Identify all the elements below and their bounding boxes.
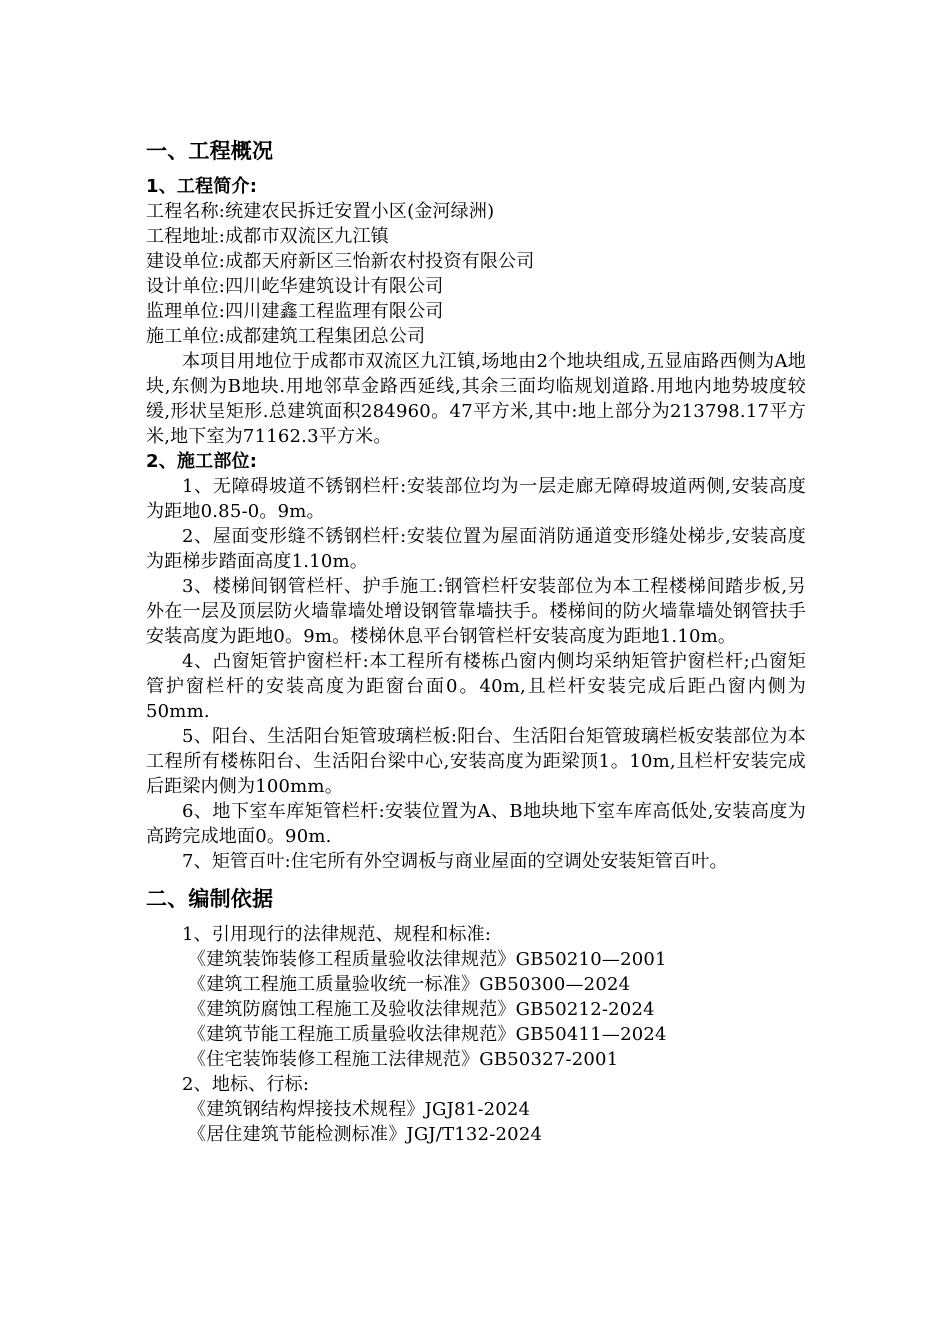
subsection-2-heading: 2、施工部位: bbox=[146, 451, 258, 472]
section-2-heading: 二、编制依据 bbox=[146, 887, 274, 911]
subsection-1-heading: 1、工程简介: bbox=[146, 176, 258, 197]
project-address-line: 工程地址:成都市双流区九江镇 bbox=[146, 226, 389, 247]
construction-item-3: 3、楼梯间钢管栏杆、护手施工:钢管栏杆安装部位为本工程楼梯间踏步板,另外在一层及顶层防火墙靠墙处增设钢管靠墙扶手。楼梯间的防火墙靠墙处钢管扶手安装高度为距地0。9m。楼梯休息平台钢管栏杆安装高度为距地1.10m。 bbox=[146, 576, 806, 647]
standard-item: 《住宅装饰装修工程施工法律规范》GB50327-2001 bbox=[188, 1049, 619, 1070]
supervisor-line: 监理单位:四川建鑫工程监理有限公司 bbox=[146, 301, 444, 322]
construction-item-4: 4、凸窗矩管护窗栏杆:本工程所有楼栋凸窗内侧均采纳矩管护窗栏杆;凸窗矩管护窗栏杆的安装高度为距窗台面0。40m,且栏杆安装完成后距凸窗内侧为50mm. bbox=[146, 651, 806, 722]
standard-item: 《建筑节能工程施工质量验收法律规范》GB50411—2024 bbox=[188, 1024, 667, 1045]
construction-item-7: 7、矩管百叶:住宅所有外空调板与商业屋面的空调处安装矩管百叶。 bbox=[182, 851, 728, 872]
standard-item: 《建筑工程施工质量验收统一标准》GB50300—2024 bbox=[188, 974, 631, 995]
construction-item-5: 5、阳台、生活阳台矩管玻璃栏板:阳台、生活阳台矩管玻璃栏板安装部位为本工程所有楼栋阳台、生活阳台梁中心,安装高度为距梁顶1。10m,且栏杆安装完成后距梁内侧为100mm。 bbox=[146, 726, 806, 797]
standards-group-2-heading: 2、地标、行标: bbox=[182, 1074, 310, 1095]
project-description-paragraph: 本项目用地位于成都市双流区九江镇,场地由2个地块组成,五显庙路西侧为A地块,东侧为B地块.用地邻草金路西延线,其余三面均临规划道路.用地内地势坡度较缓,形状呈矩形.总建筑面积284960。47平方米,其中:地上部分为213798.17平方米,地下室为71162.3平方米。 bbox=[146, 351, 806, 447]
standards-group-1-heading: 1、引用现行的法律规范、规程和标准: bbox=[182, 924, 492, 945]
construction-item-1: 1、无障碍坡道不锈钢栏杆:安装部位均为一层走廊无障碍坡道两侧,安装高度为距地0.85-0。9m。 bbox=[146, 476, 806, 522]
document-body bbox=[146, 134, 806, 1147]
standard-item: 《建筑防腐蚀工程施工及验收法律规范》GB50212-2024 bbox=[188, 999, 655, 1020]
client-line: 建设单位:成都天府新区三怡新农村投资有限公司 bbox=[146, 251, 535, 272]
standard-item: 《建筑钢结构焊接技术规程》JGJ81-2024 bbox=[188, 1099, 531, 1120]
section-1-heading: 一、工程概况 bbox=[146, 139, 274, 163]
standard-item: 《建筑装饰装修工程质量验收法律规范》GB50210—2001 bbox=[188, 949, 667, 970]
contractor-line: 施工单位:成都建筑工程集团总公司 bbox=[146, 326, 426, 347]
project-name-line: 工程名称:统建农民拆迁安置小区(金河绿洲) bbox=[146, 201, 495, 222]
designer-line: 设计单位:四川屹华建筑设计有限公司 bbox=[146, 276, 444, 297]
standard-item: 《居住建筑节能检测标准》JGJ/T132-2024 bbox=[188, 1124, 543, 1145]
construction-item-2: 2、屋面变形缝不锈钢栏杆:安装位置为屋面消防通道变形缝处梯步,安装高度为距梯步踏面高度1.10m。 bbox=[146, 526, 806, 572]
construction-item-6: 6、地下室车库矩管栏杆:安装位置为A、B地块地下室车库高低处,安装高度为高跨完成地面0。90m. bbox=[146, 801, 806, 847]
